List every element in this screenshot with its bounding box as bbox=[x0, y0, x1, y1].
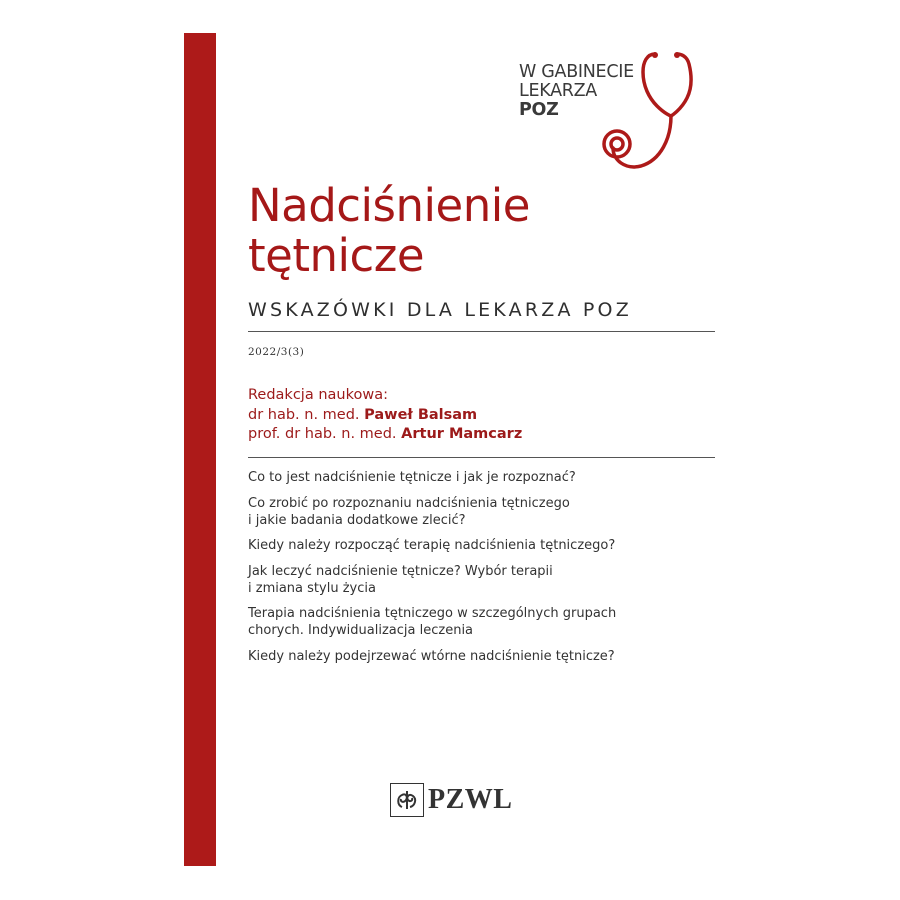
pzwl-emblem-icon bbox=[394, 787, 420, 813]
publisher-name: PZWL bbox=[428, 784, 513, 815]
series-line-2-prefix: LEKARZA bbox=[519, 81, 597, 101]
table-of-contents bbox=[248, 469, 668, 673]
toc-item-line: Jak leczyć nadciśnienie tętnicze? Wybór terapii bbox=[248, 563, 553, 579]
publisher-logo bbox=[390, 783, 512, 817]
title-line-1: Nadciśnienie bbox=[248, 179, 530, 232]
toc-item-line: Co zrobić po rozpoznaniu nadciśnienia tętniczego bbox=[248, 495, 570, 511]
toc-item bbox=[248, 469, 668, 486]
toc-item-line: Terapia nadciśnienia tętniczego w szczególnych grupach bbox=[248, 606, 617, 621]
editor-1 bbox=[248, 406, 522, 426]
issue-number: 2022/3(3) bbox=[248, 346, 305, 358]
editor-2-name: Artur Mamcarz bbox=[401, 426, 523, 442]
stethoscope-icon bbox=[589, 48, 695, 182]
title-line-2: tętnicze bbox=[248, 229, 425, 282]
series-line-2-bold: POZ bbox=[519, 100, 559, 120]
book-title bbox=[248, 181, 530, 281]
pzwl-logo-icon bbox=[390, 783, 424, 817]
red-spine-bar bbox=[184, 33, 216, 866]
series-line-1: W GABINECIE bbox=[519, 62, 634, 82]
book-cover bbox=[184, 33, 717, 866]
toc-item-line: Co to jest nadciśnienie tętnicze i jak je rozpoznać? bbox=[248, 470, 576, 485]
toc-item bbox=[248, 605, 668, 639]
toc-item-line: i zmiana stylu życia bbox=[248, 580, 376, 596]
toc-item-line: chorych. Indywidualizacja leczenia bbox=[248, 623, 474, 638]
scientific-editors bbox=[248, 386, 522, 445]
toc-item bbox=[248, 495, 668, 529]
toc-item bbox=[248, 648, 668, 665]
editor-1-name: Paweł Balsam bbox=[364, 406, 478, 423]
toc-item bbox=[248, 563, 668, 597]
divider-top bbox=[248, 331, 715, 332]
toc-item-line: Kiedy należy rozpocząć terapię nadciśnienia tętniczego? bbox=[248, 538, 616, 553]
toc-item-line: i jakie badania dodatkowe zlecić? bbox=[248, 512, 466, 528]
toc-item bbox=[248, 537, 668, 554]
editors-heading: Redakcja naukowa: bbox=[248, 387, 388, 403]
editor-2 bbox=[248, 425, 522, 445]
toc-item-line: Kiedy należy podejrzewać wtórne nadciśnienie tętnicze? bbox=[248, 648, 615, 664]
editor-2-title: prof. dr hab. n. med. bbox=[248, 426, 402, 442]
book-subtitle: WSKAZÓWKI DLA LEKARZA POZ bbox=[248, 299, 632, 321]
divider-middle bbox=[248, 457, 715, 458]
editor-1-title: dr hab. n. med. bbox=[248, 406, 365, 423]
